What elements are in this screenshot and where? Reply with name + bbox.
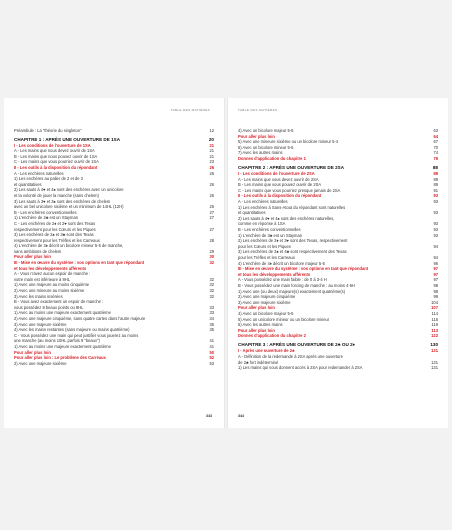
entry-page: 89 (433, 171, 438, 177)
entry-page: 94 (433, 243, 438, 249)
entry-page: 88 (432, 165, 438, 171)
entry-title: 3) Les enchères de 2♠ et 3♣ sont des Texas (14, 232, 94, 238)
entry-page: 89 (433, 176, 438, 182)
entry-page: 33 (209, 310, 214, 316)
entry-title: A - Définition de la redemande à 2SA après une ouverture (238, 353, 343, 359)
entry-title: III - Mise en œuvre du système : vos options en tant que répondant (14, 260, 145, 266)
entry-title: I - Les conditions de l'ouverture de 2SA (238, 171, 315, 177)
entry-page: 52 (209, 355, 214, 361)
entry-title: II - Les outils à la disposition du répondant (238, 193, 322, 199)
entry-title: 1) Les mains qui vous donnent accès à 2SA pour redemander à 2SA (238, 365, 363, 371)
entry-title: B - Les enchères conventionnelles (14, 209, 77, 215)
entry-title: et quantitatives (14, 181, 42, 187)
entry-title: C - Les enchères de 2♦ et 2♥ sont des Texas (14, 220, 96, 226)
entry-title: 3) Avec une majeure sixième (14, 321, 67, 327)
entry-page: 26 (209, 170, 214, 176)
entry-page: 99 (433, 294, 438, 300)
entry-page: 32 (209, 260, 214, 266)
entry-page: 32 (209, 293, 214, 299)
entry-page: 35 (209, 321, 214, 327)
entry-page: 41 (209, 338, 214, 344)
entry-title: et tous les développements afférents (14, 265, 87, 271)
entry-page: 53 (209, 360, 214, 366)
entry-title: 1) L'enchère de 3♣ est un Stayman (238, 232, 303, 238)
entry-page: 104 (431, 299, 438, 305)
entry-page: 64 (433, 133, 438, 139)
entry-title: 2) Les enchères de 3♦ et 3♥ sont des Texas, respectivement (238, 238, 348, 244)
entry-title: 1) L'enchère de 2♣ est un Stayman (14, 215, 79, 221)
entry-title: une manche (au moins 10HL parfois 9 "beaux") (14, 338, 100, 344)
entry-page: 98 (433, 288, 438, 294)
entry-title: 6) Avec un bicolore mineur 5-5 (238, 144, 294, 150)
entry-title: Pour aller plus loin (238, 305, 275, 311)
entry-title: respectivement pour les Cœurs et les Piques (14, 226, 96, 232)
table-of-contents (14, 128, 214, 366)
entry-page: 28 (209, 237, 214, 243)
entry-page: 116 (431, 316, 438, 322)
entry-title: Préambule : La "théorie du singleton" (14, 128, 82, 133)
entry-page: 93 (433, 221, 438, 227)
entry-page: 26 (209, 181, 214, 187)
entry-title: 4) L'enchère de 4♦ décrit un bicolore majeur 5-5 (238, 260, 325, 266)
entry-page: 12 (209, 128, 214, 133)
running-header: TABLE DES MATIÈRES (238, 108, 278, 112)
entry-title: respectivement pour les Trèfles et les Carreaux (14, 237, 100, 243)
entry-page: 26 (209, 192, 214, 198)
entry-title: de 2♣ fort indéterminé (238, 359, 279, 365)
entry-title: 4) L'enchère de 3♦ décrit un bicolore mineur 5-5 de manche, (14, 243, 124, 249)
entry-title: 6) Avec les autres mains (238, 322, 283, 328)
entry-title: 4) Avec les mains restantes (sans majeure ou mains quatrième) (14, 327, 130, 333)
entry-title: 1) Avec au moins une majeure exactement quatrième (14, 343, 111, 349)
entry-page: 26 (209, 204, 214, 210)
page-number: 343 (206, 414, 212, 418)
entry-title: 1) Avec une (ou deux) majeure(s) exactement quatrième(s) (238, 288, 346, 294)
entry-title: CHAPITRE 3 : APRÈS UNE OUVERTURE DE 2♣ OU 2♦ (238, 342, 355, 348)
entry-title: Pour aller plus loin (14, 349, 51, 355)
chapter-heading (238, 164, 438, 171)
entry-page: 93 (433, 227, 438, 232)
entry-title: I - Après une ouverture de 2♣ (238, 348, 295, 354)
entry-title: et tous les développements afférents (238, 271, 311, 277)
entry-page: 119 (431, 322, 438, 328)
entry-page: 93 (433, 193, 438, 199)
entry-title: 5) Avec un unicolore mineur ou un bicolore mineur (238, 316, 330, 322)
entry-title: CHAPITRE 1 : APRÈS UNE OUVERTURE DE 1SA (14, 136, 121, 142)
entry-page: 93 (433, 232, 438, 238)
entry-page: 34 (209, 316, 214, 321)
entry-title: B - Les enchères conventionnelles (238, 227, 301, 232)
entry-title: 2) Les sauts à 4♥ et 4♠ sont des enchères naturelles, (238, 215, 335, 221)
entry-page: 33 (209, 304, 214, 310)
entry-title: 4) Avec un bicolore majeur 5-5 (238, 128, 294, 133)
entry-title: votre main est inférieure à 8HL (14, 276, 70, 282)
entry-page: 107 (431, 305, 438, 311)
entry-title: C - Vous possédez une main qui peut justifier vous jouerez au moins (14, 332, 139, 338)
toc-entry (14, 128, 214, 134)
entry-title: 3) Les enchères de 3♠ et 4♣ sont respectivement des Texas (238, 249, 347, 255)
table-of-contents (238, 128, 438, 371)
entry-title: 1) Les enchères à Sans-Atout du répondant sont naturelles (238, 204, 346, 210)
entry-title: Pour aller plus loin (14, 254, 51, 260)
entry-title: III - Mise en œuvre du système : vos options en tant que répondant (238, 266, 369, 272)
entry-title: 3) Avec les mains insérées (14, 293, 63, 299)
running-header: TABLE DES MATIÈRES (170, 108, 210, 112)
section-heading (238, 333, 438, 339)
entry-title: B - Les mains que vous pouvez ouvrir de 2SA (238, 182, 322, 188)
entry-page: 131 (431, 365, 438, 371)
entry-page: 131 (431, 359, 438, 365)
entry-title: vous possédez 8 beaux points ou 9HL (14, 304, 84, 310)
entry-title: pour les Cœurs et les Piques (238, 243, 291, 249)
entry-page: 50 (209, 349, 214, 355)
entry-page: 67 (433, 139, 438, 145)
entry-title: I - Les conditions de l'ouverture de 1SA (14, 142, 91, 148)
section-heading (238, 156, 438, 162)
entry-page: 91 (433, 187, 438, 193)
entry-page: 21 (209, 142, 214, 148)
entry-page: 27 (209, 226, 214, 232)
entry-page: 29 (209, 248, 214, 254)
entry-title: B - Les mains que nous pouvez ouvrir de 1SA (14, 153, 98, 159)
entry-title: A - Les enchères naturelles (14, 170, 64, 176)
entry-page: 32 (209, 288, 214, 294)
toc-entry (14, 361, 214, 367)
entry-page: 41 (209, 343, 214, 349)
entry-page: 114 (431, 310, 438, 316)
entry-page: 74 (433, 150, 438, 156)
entry-title: II - Les outils à la disposition du répondant (14, 164, 98, 170)
entry-title: avec un bel unicolore sixième et un minimum de 14HL (12H) (14, 204, 124, 210)
entry-title: pour les Trèfles et les Carreaux (238, 254, 295, 260)
entry-title: Donnes d'application du chapitre 1 (238, 155, 306, 161)
right-page (228, 98, 448, 428)
entry-page: 32 (209, 276, 214, 282)
entry-page: 63 (433, 128, 438, 133)
entry-page: 26 (209, 164, 214, 170)
entry-page: 35 (209, 327, 214, 333)
entry-title: 3) Les sauts à 3♥ et 3♠ sont des enchères de chelem (14, 198, 111, 204)
entry-title: CHAPITRE 2 : APRÈS UNE OUVERTURE DE 2SA (238, 165, 345, 171)
entry-title: comme en réponse à 1SA (238, 221, 286, 227)
entry-title: A - Les mains que vous devez ouvrir de 2SA (238, 176, 319, 182)
entry-title: et quantitatives (238, 210, 266, 216)
entry-page: 93 (433, 210, 438, 216)
entry-title: A - Vous n'avez aucun espoir de manche : (14, 271, 91, 277)
entry-page: 96 (433, 260, 438, 266)
entry-page: 130 (430, 342, 438, 348)
entry-title: C - Les mains que vous pourriez ouvrir de 1SA (14, 159, 99, 165)
entry-page: 27 (209, 215, 214, 221)
entry-title: B - Vous possédez une main forcing de manche : au moins 4-5H (238, 282, 355, 288)
entry-title: A - Vous possédez une main faible : de 0 à 3-4 H (238, 277, 327, 283)
entry-page: 113 (431, 327, 438, 333)
entry-page: 97 (433, 266, 438, 272)
page-number: 344 (238, 414, 244, 418)
entry-page: 97 (433, 277, 438, 283)
entry-title: 2) Avec une majeure cinquième, sans quatre cartes dans l'autre majeure (14, 316, 146, 321)
entry-title: A - Les mains que nous devez ouvrir de 1SA (14, 148, 95, 154)
entry-title: 2) Avec une majeure cinquième (238, 294, 296, 300)
entry-page: 94 (433, 254, 438, 260)
entry-title: 1) Avec au moins une majeure exactement quatrième (14, 310, 111, 316)
left-page (4, 98, 224, 428)
chapter-heading (238, 341, 438, 348)
entry-page: 93 (433, 199, 438, 205)
entry-title: 3) Avec une majeure sixième (238, 299, 291, 305)
entry-title: 2) Avec une majeure sixième (14, 360, 67, 366)
entry-page: 23 (209, 159, 214, 165)
entry-title: C - Les mains que vous pourriez presque jamais de 2SA (238, 187, 341, 193)
entry-page: 98 (433, 282, 438, 288)
entry-page: 21 (209, 148, 214, 154)
entry-title: 2) Avec une mineure au moins sixième (14, 288, 85, 294)
entry-page: 79 (433, 155, 438, 161)
entry-title: Donnes d'application du chapitre 2 (238, 333, 306, 339)
entry-page: 89 (433, 182, 438, 188)
entry-title: 4) Avec un bicolore majeur 5-5 (238, 310, 294, 316)
entry-title: Pour aller plus loin (238, 327, 275, 333)
entry-page: 70 (433, 144, 438, 150)
entry-title: 1) Avec une majeure au moins cinquième (14, 282, 90, 288)
entry-page: 21 (209, 153, 214, 159)
entry-title: B - Vous avez exactement un espoir de manche : (14, 299, 104, 305)
entry-title: 5) Avec une mineure sixième ou un bicolore mineur 5-4 (238, 139, 339, 145)
entry-title: Pour aller plus loin (238, 133, 275, 139)
entry-page: 131 (431, 348, 438, 354)
toc-entry (238, 365, 438, 371)
entry-title: 7) Avec les autres mains (238, 150, 283, 156)
entry-page: 30 (209, 254, 214, 260)
entry-title: 2) Les sauts à 4♥ et 4♠ sont des enchères avec un unicolore (14, 187, 124, 193)
entry-page: 97 (433, 271, 438, 277)
entry-page: 122 (431, 333, 438, 339)
entry-title: sans ambitions de chelem (14, 248, 62, 254)
entry-page: 20 (208, 136, 214, 142)
entry-title: Pour aller plus loin : Le problème des Carreaux (14, 355, 106, 361)
entry-page: 32 (209, 282, 214, 288)
chapter-heading (14, 136, 214, 143)
entry-page: 27 (209, 209, 214, 215)
entry-title: et la volonté de jouer la manche (sans chelem) (14, 192, 99, 198)
entry-title: A - Les enchères naturelles (238, 199, 288, 205)
entry-title: 1) Les enchères au palier de 2 et de 3 (14, 176, 83, 182)
